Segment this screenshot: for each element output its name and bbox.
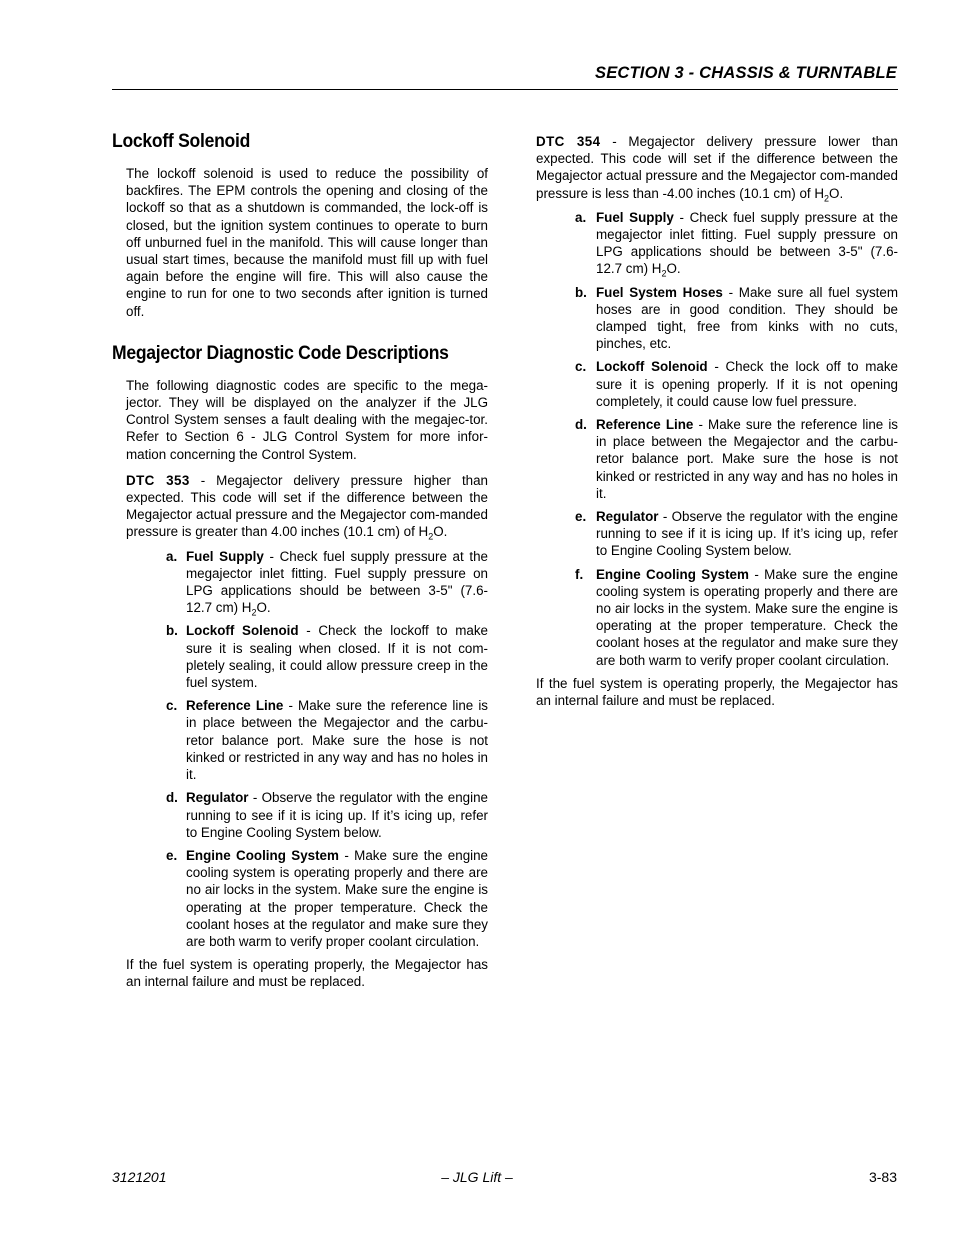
item-letter: e. (166, 847, 178, 863)
dtc354-checklist (536, 209, 898, 669)
megajector-heading: Megajector Diagnostic Code Descriptions (112, 341, 449, 364)
item-text-end: O. (256, 600, 271, 616)
dtc353-text: - Megajector delivery pressure higher than expected. This code will set if the difference between the Megajector actual pressure and the Megajector com-manded pressure is greater than 4.00 inches (10.1 cm) of H (126, 472, 489, 540)
checklist-item (112, 789, 488, 841)
lockoff-paragraph: The lockoff solenoid is used to reduce the possibility of backfires. The EPM controls the opening and closing of the lockoff so that as a shutdown is commanded, the lock-off is closed, but the ignition system continues to operate to burn off unburned fuel in the manifold. This will cause longer than usual start times, because the manifold must fill up with fuel again before the engine will fire. This will also cause the engine to run for one to two seconds after ignition is turned off. (126, 166, 488, 319)
item-text: - Make sure the engine cooling system is operating properly and there are no air locks in the system. Make sure the engine is operating at the proper temperature. Check the coolant hoses at the regulator and make sure they are both warm to verify proper coolant circulation. (186, 847, 489, 949)
left-column (112, 130, 488, 991)
item-text: - Check the lock off to make sure it is opening properly. If it is not opening completely, it could cause low fuel pressure. (596, 359, 898, 409)
item-term: Lockoff Solenoid (596, 359, 708, 375)
checklist-item (536, 566, 898, 669)
dtc353-label: DTC 353 (126, 472, 190, 488)
item-letter: a. (166, 548, 178, 564)
item-term: Regulator (186, 790, 249, 806)
item-letter: c. (166, 698, 178, 714)
checklist-item (112, 847, 488, 950)
item-text: - Make sure the reference line is in place between the Megajector and the carbu-retor balance port. Make sure the hose is not kinked or restricted in any way and has no holes in it. (186, 698, 488, 783)
item-letter: b. (575, 284, 587, 300)
right-column (536, 133, 898, 709)
item-letter: b. (166, 623, 178, 639)
item-term: Reference Line (186, 698, 284, 714)
dtc353-paragraph (126, 472, 488, 541)
dtc354-label: DTC 354 (536, 134, 601, 149)
item-text: - Observe the regulator with the engine running to see if it is icing up. If it’s icing up, refer to Engine Cooling System below. (596, 509, 898, 559)
item-text: - Make sure all fuel system hoses are in good condition. They should be clamped tight, free from kinks with no cuts, pinches, etc. (596, 284, 898, 352)
item-text: - Make sure the reference line is in place between the Megajector and the carbu-retor balance port. Make sure the hose is not kinked or restricted in any way and has no holes in it. (596, 417, 898, 501)
checklist-item (536, 284, 898, 353)
megajector-intro-paragraph: The following diagnostic codes are specific to the mega-jector. They will be displayed on the analyzer if the JLG Control System senses a fault dealing with the megajec-tor. Refer to Section 6 - JLG Control System for more infor-mation concerning the Control System. (126, 377, 488, 462)
section-title: SECTION 3 - CHASSIS & TURNTABLE (595, 64, 897, 82)
dtc353-text-end: O. (433, 524, 448, 540)
item-text: - Check the lockoff to make sure it is sealing when closed. If it is not com-pletely sealing, it could allow pressure creep in the fuel system. (186, 623, 488, 691)
dtc354-subscript: 2 (824, 193, 830, 204)
checklist-item (112, 697, 488, 783)
checklist-item (536, 416, 898, 502)
item-letter: d. (166, 790, 178, 806)
checklist-item (536, 209, 898, 278)
item-term: Fuel Supply (186, 548, 264, 564)
dtc354-text: - Megajector delivery pressure lower than expected. This code will set if the difference between the Megajector actual pressure and the Megajector com-manded pressure is less than -4.00 inches (10.1 cm) of H (536, 134, 899, 201)
item-subscript: 2 (251, 607, 257, 618)
item-letter: c. (575, 359, 587, 375)
item-term: Engine Cooling System (186, 847, 339, 863)
item-text-end: O. (666, 261, 681, 277)
checklist-item (536, 508, 898, 560)
item-text: - Observe the regulator with the engine running to see if it is icing up. If it’s icing up, refer to Engine Cooling System below. (186, 790, 488, 840)
dtc353-subscript: 2 (428, 532, 434, 543)
item-term: Regulator (596, 509, 659, 525)
lockoff-heading: Lockoff Solenoid (112, 130, 251, 152)
dtc353-closing-paragraph: If the fuel system is operating properly, the Megajector has an internal failure and must be replaced. (126, 957, 488, 990)
dtc354-closing-paragraph: If the fuel system is operating properly, the Megajector has an internal failure and must be replaced. (536, 675, 898, 709)
item-letter: d. (575, 417, 587, 433)
item-text: - Check fuel supply pressure at the megajector inlet fitting. Fuel supply pressure on LPG applications should be between 3-5" (7.6-12.7 cm) H (596, 209, 898, 277)
item-text: - Check fuel supply pressure at the megajector inlet fitting. Fuel supply pressure on LPG applications should be between 3-5" (7.6-12.7 cm) H (186, 548, 488, 616)
item-letter: e. (575, 509, 587, 525)
checklist-item (536, 358, 898, 410)
dtc354-text-end: O. (829, 185, 844, 201)
dtc354-paragraph (536, 133, 898, 202)
item-term: Lockoff Solenoid (186, 623, 299, 639)
item-term: Engine Cooling System (596, 566, 749, 582)
item-letter: a. (575, 209, 587, 225)
item-text: - Make sure the engine cooling system is operating properly and there are no air locks in the system. Make sure the engine is operating at the proper temperature. Check the coolant hoses at the regulator and make sure they are both warm to verify proper coolant circulation. (596, 566, 899, 668)
item-letter: f. (575, 566, 584, 582)
item-term: Fuel Supply (596, 209, 674, 225)
page-number: 3-83 (868, 1169, 897, 1185)
item-term: Fuel System Hoses (596, 284, 723, 300)
item-subscript: 2 (661, 269, 667, 280)
checklist-item (112, 548, 488, 617)
document-number: 3121201 (112, 1169, 167, 1185)
footer-brand: – JLG Lift – (441, 1169, 513, 1185)
header-divider (112, 89, 898, 90)
dtc353-checklist (112, 548, 488, 950)
checklist-item (112, 622, 488, 691)
item-term: Reference Line (596, 417, 694, 433)
